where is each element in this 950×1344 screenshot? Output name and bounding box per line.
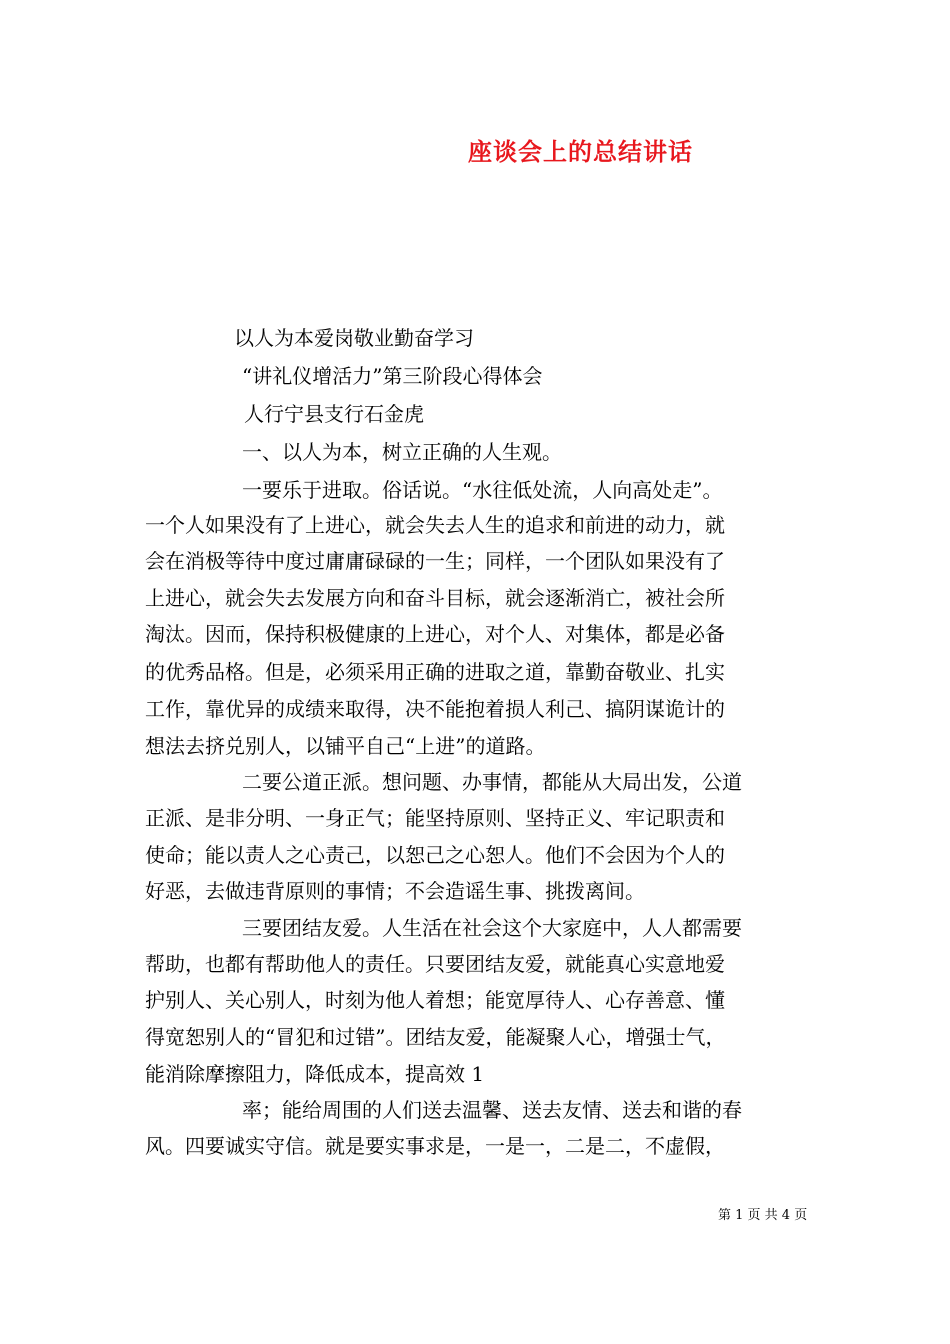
- text-line: 以人为本爱岗敬业勤奋学习: [234, 326, 474, 350]
- text-line: 想法去挤兑别人，以铺平自己“上进”的道路。: [145, 734, 546, 758]
- text-line: 得宽恕别人的“冒犯和过错”。团结友爱，能凝聚人心，增强士气，: [145, 1025, 726, 1049]
- page-footer: 第 1 页 共 4 页: [718, 1208, 808, 1223]
- text-line: 一要乐于进取。俗话说。“水往低处流，人向高处走”。: [242, 478, 723, 502]
- text-line: “讲礼仪增活力”第三阶段心得体会: [242, 364, 543, 388]
- text-line: 工作，靠优异的成绩来取得，决不能抱着损人利己、搞阴谋诡计的: [145, 697, 725, 721]
- text-line: 三要团结友爱。人生活在社会这个大家庭中，人人都需要: [242, 916, 742, 940]
- text-line: 使命；能以责人之心责己，以恕己之心恕人。他们不会因为个人的: [145, 843, 725, 867]
- text-line: 一个人如果没有了上进心，就会失去人生的追求和前进的动力，就: [145, 513, 725, 537]
- text-line: 风。四要诚实守信。就是要实事求是，一是一，二是二，不虚假，: [145, 1134, 725, 1158]
- text-line: 好恶，去做违背原则的事情；不会造谣生事、挑拨离间。: [145, 879, 645, 903]
- text-line: 一、以人为本，树立正确的人生观。: [242, 440, 562, 464]
- text-line: 淘汰。因而，保持积极健康的上进心，对个人、对集体，都是必备: [145, 622, 725, 646]
- text-line: 能消除摩擦阻力，降低成本，提高效 1: [145, 1062, 485, 1086]
- text-line: 人行宁县支行石金虎: [244, 402, 424, 426]
- text-line: 正派、是非分明、一身正气；能坚持原则、坚持正义、牢记职责和: [145, 806, 725, 830]
- text-line: 护别人、关心别人，时刻为他人着想；能宽厚待人、心存善意、懂: [145, 988, 725, 1012]
- page-title: 座谈会上的总结讲话: [468, 137, 693, 166]
- text-line: 的优秀品格。但是，必须采用正确的进取之道，靠勤奋敬业、扎实: [145, 660, 725, 684]
- text-line: 会在消极等待中度过庸庸碌碌的一生；同样，一个团队如果没有了: [145, 549, 725, 573]
- text-line: 帮助，也都有帮助他人的责任。只要团结友爱，就能真心实意地爱: [145, 952, 725, 976]
- text-line: 上进心，就会失去发展方向和奋斗目标，就会逐渐消亡，被社会所: [145, 586, 725, 610]
- text-line: 二要公道正派。想问题、办事情，都能从大局出发，公道: [242, 770, 742, 794]
- text-line: 率；能给周围的人们送去温馨、送去友情、送去和谐的春: [242, 1098, 742, 1122]
